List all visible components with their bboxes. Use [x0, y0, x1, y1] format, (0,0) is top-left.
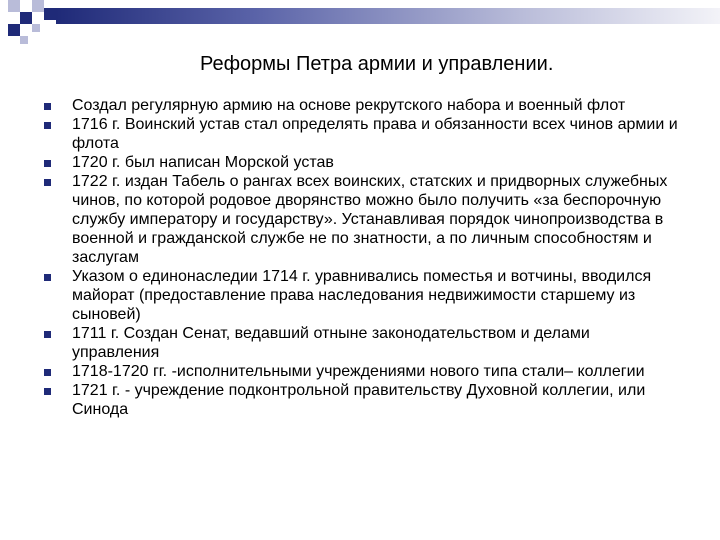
deco-square	[20, 36, 28, 44]
square-bullet-icon	[44, 274, 51, 281]
square-bullet-icon	[44, 369, 51, 376]
header-decoration	[0, 0, 720, 48]
bullet-text: 1720 г. был написан Морской устав	[72, 154, 334, 171]
deco-square	[20, 12, 32, 24]
bullet-list	[40, 96, 680, 419]
bullet-text: 1721 г. - учреждение подконтрольной правительству Духовной коллегии, или Синода	[72, 382, 646, 418]
bullet-text: Указом о единонаследии 1714 г. уравнивались поместья и вотчины, вводился майорат (предоставление права наследования недвижимости старшему из сыновей)	[72, 268, 652, 323]
deco-square	[44, 8, 56, 20]
bullet-item	[40, 172, 680, 267]
bullet-item	[40, 324, 680, 362]
header-gradient-bar	[56, 8, 720, 24]
bullet-item	[40, 381, 680, 419]
deco-square	[32, 24, 40, 32]
square-bullet-icon	[44, 331, 51, 338]
deco-square	[8, 0, 20, 12]
bullet-item	[40, 96, 680, 115]
square-bullet-icon	[44, 179, 51, 186]
bullet-text: 1711 г. Создан Сенат, ведавший отныне законодательством и делами управления	[72, 325, 590, 361]
bullet-item	[40, 115, 680, 153]
bullet-item	[40, 153, 680, 172]
bullet-item	[40, 267, 680, 324]
deco-square	[32, 0, 44, 12]
bullet-text: 1716 г. Воинский устав стал определять права и обязанности всех чинов армии и флота	[72, 116, 678, 152]
square-bullet-icon	[44, 388, 51, 395]
bullet-item	[40, 362, 680, 381]
bullet-text: 1722 г. издан Табель о рангах всех воинских, статских и придворных служебных чинов, по которой родовое дворянство можно было получить «за беспорочную службу императору и государству». Устанавливая порядок чинопроизводства в военной и гражданской службе не по знатности, а по личным способностям и заслугам	[72, 173, 668, 266]
square-bullet-icon	[44, 103, 51, 110]
bullet-text: Создал регулярную армию на основе рекрутского набора и военный флот	[72, 97, 626, 114]
bullet-text: 1718-1720 гг. -исполнительными учреждениями нового типа стали– коллегии	[72, 363, 645, 380]
square-bullet-icon	[44, 160, 51, 167]
square-bullet-icon	[44, 122, 51, 129]
deco-square	[8, 24, 20, 36]
slide-title: Реформы Петра армии и управлении.	[200, 53, 554, 75]
